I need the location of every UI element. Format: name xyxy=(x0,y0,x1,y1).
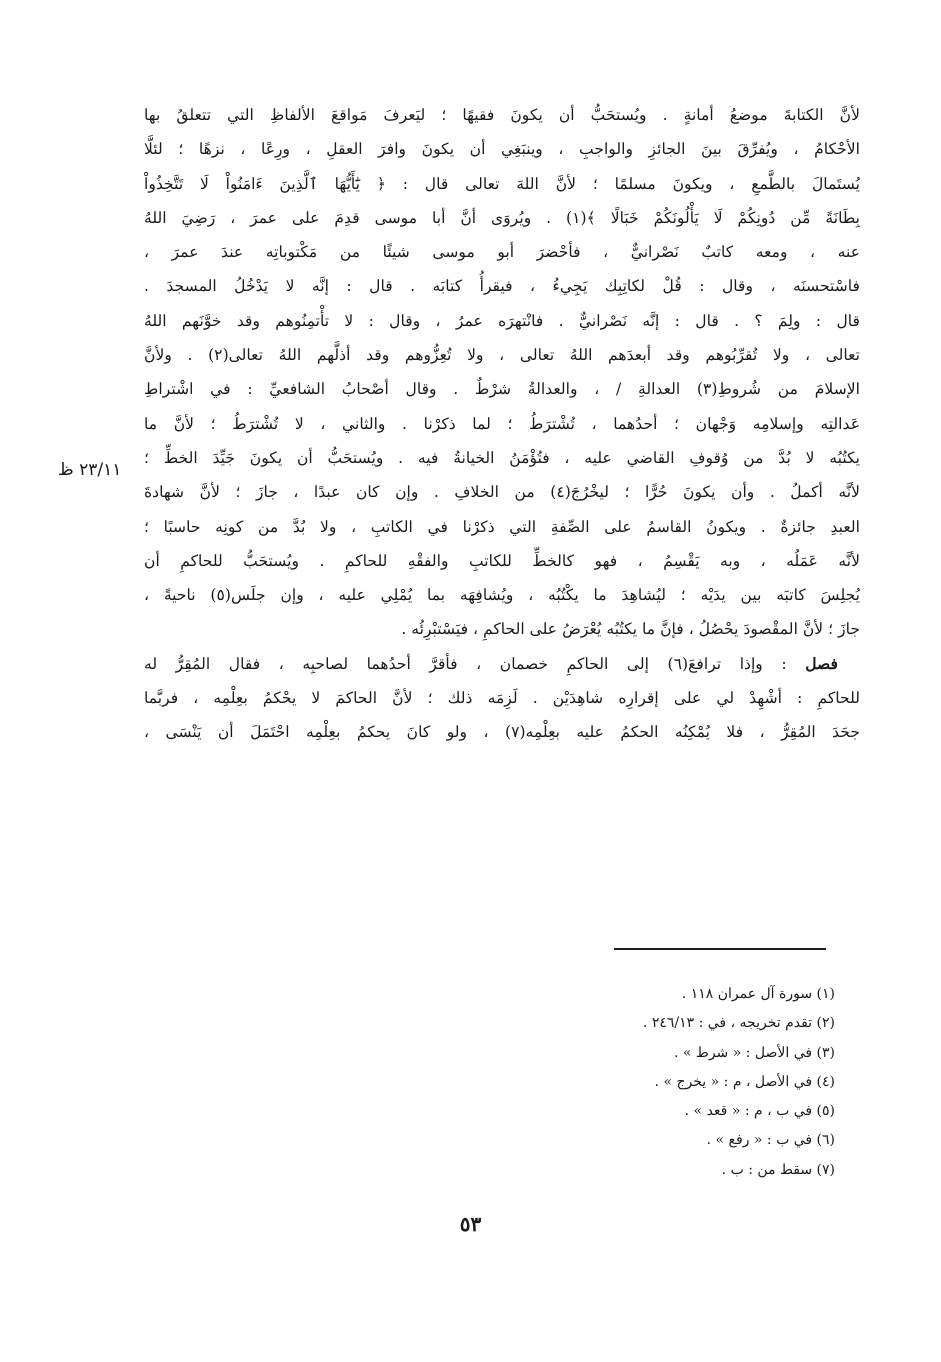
text-line: يكتُبُه لا بُدَّ من وُقوفِ القاضي عليه ، فتُؤْمَنُ الخيانةُ فيه . ويُستحَبُّ أن يكونَ جَيِّدَ الخطِّ ؛ xyxy=(144,448,860,467)
footnote: (٧) سقط من : ب . xyxy=(721,1161,835,1178)
text-line: جحَدَ المُقِرُّ ، فلا يُمْكِنُه الحكمُ عليه بعِلْمِه(٧) ، ولو كانَ يحكمُ بعِلْمِه احْتَمَلَ أن يَنْسَى ، xyxy=(144,723,860,742)
footnote: (٤) في الأصل ، م : « يخرج » . xyxy=(654,1073,835,1090)
footnote: (٥) في ب ، م : « قعد » . xyxy=(684,1103,835,1120)
text-line: العبدِ جائزةٌ . ويكونُ القاسمُ على الصِّفةِ التي ذكرْنا في الكاتبِ ، ولا بُدَّ من كونِه حاسبًا ؛ xyxy=(144,517,860,536)
main-text xyxy=(144,98,860,750)
text-line: الإسلامَ من شُروطِ(٣) العدالةِ / ، والعدالةُ شرْطٌ . وقال أصْحابُ الشافعيِّ : في اشْتراطِ xyxy=(144,380,860,399)
text-line: لأنَّ الكتابةَ موضعُ أمانةٍ . ويُستحَبُّ أن يكونَ فقيهًا ؛ ليَعرفَ مَواقعَ الألفاظِ التي تتعلقُ بها xyxy=(144,106,860,124)
section-text: : وإذا ترافعَ(٦) إلى الحاكمِ خصمان ، فأقرَّ أحدُهما لصاحبِه ، فقال المُقِرُّ له xyxy=(144,654,806,673)
text-line: تعالى ، ولا تُقرِّبُوهم وقد أبعدَهم اللهُ تعالى ، ولا تُعِزُّوهم وقد أذلَّهم اللهُ تعالى(٢) . ولأنَّ xyxy=(144,346,860,365)
text-line: يُجلِسَ كاتبَه بين يدَيْه ؛ ليُشاهِدَ ما يكْتُبُه ، ويُشافِهَه بما يُمْلِي عليه ، وإن جلَس(٥) ناحيةً ، xyxy=(144,586,860,605)
text-line: بِطَانَةً مِّن دُونِكُمْ لَا يَأْلُونَكُمْ خَبَالًا ﴾(١) . ويُروَى أنَّ أبا موسى قدِمَ على عمرَ ، رَضِيَ اللهُ xyxy=(144,208,860,227)
text-line: عَدالتِه وإسلامِه وَجْهان ؛ أحدُهما ، تُشْترَطُ ؛ لما ذكرْنا . والثاني ، لا تُشْترَطُ ؛ لأنَّ ما xyxy=(144,414,860,433)
text-line: عنه ، ومعه كاتبٌ نَصْرانيٌّ ، فأحْضرَ أبو موسى شيئًا من مَكْتوباتِه عندَ عمرَ ، xyxy=(144,243,860,262)
footnote: (٦) في ب : « رفع » . xyxy=(706,1132,835,1149)
page-number: ٥٣ xyxy=(459,1212,482,1236)
text-line: فاسْتحسنَه ، وقال : قُلْ لكاتِبِك يَجِيءُ ، فيقرأُ كتابَه . قال : إنَّه لا يَدْخُلُ المسجدَ . xyxy=(144,277,860,296)
text-line: جازَ ؛ لأنَّ المقْصودَ يحْصُلُ ، فإنَّ ما يكتُبُه يُعْرَضُ على الحاكمِ ، فيَسْتبْرِئُه . xyxy=(401,620,860,639)
manuscript-folio-note: ٢٣/١١ ظ xyxy=(58,460,122,480)
text-line: لأنَّه عَمَلُه ، وبه يَقْسِمُ ، فهو كالخطِّ للكاتبِ والفقْهِ للحاكمِ . ويُستحَبُّ للحاكمِ أن xyxy=(144,551,860,570)
text-line: لأنَّه أكملُ . وأن يكونَ حُرًّا ؛ ليخْرُجَ(٤) من الخلافِ . وإن كان عبدًا ، جازَ ؛ لأنَّ شهادةَ xyxy=(144,483,860,502)
text-line: للحاكمِ : أشْهِدْ لي على إقرارِه شاهِدَيْن . لَزِمَه ذلك ؛ لأنَّ الحاكمَ لا يحْكمُ بعِلْمِه ، فربَّما xyxy=(144,689,860,708)
footnotes xyxy=(643,980,835,1185)
footnote: (١) سورة آل عمران ١١٨ . xyxy=(681,986,835,1002)
footnote: (٢) تقدم تخريجه ، في : ٢٤٦/١٣ . xyxy=(642,1015,835,1032)
section-label: فصل xyxy=(805,653,838,673)
text-line: قال : ولِمَ ؟ . قال : إنَّه نَصْرانيٌّ . فانْتهرَه عمرُ ، وقال : لا تأْتمِنُوهم وقد خوَّنَهم اللهُ xyxy=(144,311,860,330)
footnote: (٣) في الأصل : « شرط » . xyxy=(673,1044,835,1061)
section-heading-line xyxy=(144,647,860,681)
text-line: الأحْكامُ ، ويُفرِّقَ بينَ الجائزِ والواجبِ ، وينبَغِي أن يكونَ وافرَ العقلِ ، ورِعًا ، نزهًا ؛ لئلَّا xyxy=(144,140,860,159)
text-line: يُستَمالَ بالطَّمعِ ، ويكونَ مسلمًا ؛ لأنَّ اللهَ تعالى قال : ﴿ يَٰٓأَيُّهَا ٱلَّذِينَ ءَامَنُواْ لَا تَتَّخِذُواْ xyxy=(144,174,860,193)
footnote-divider xyxy=(614,948,826,950)
